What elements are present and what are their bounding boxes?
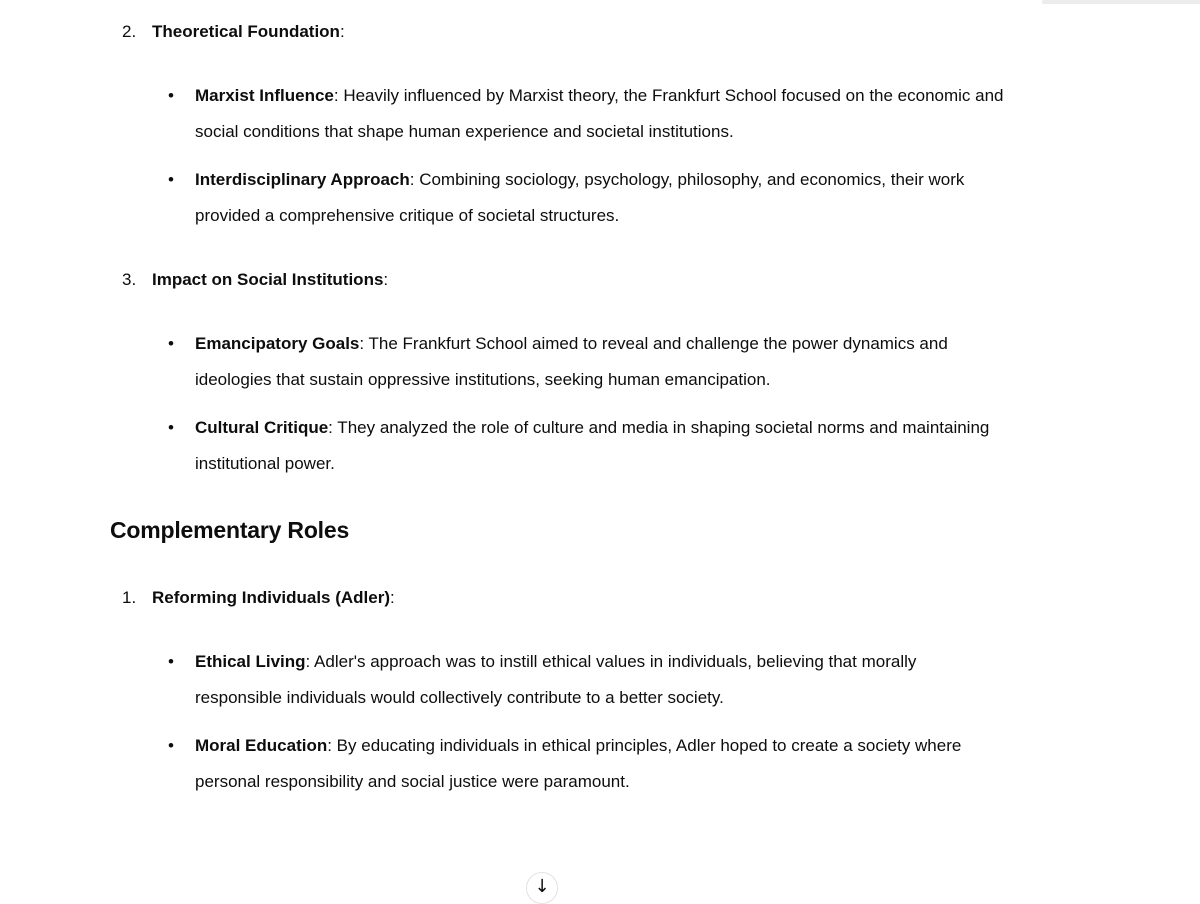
bullet-list bbox=[152, 644, 1045, 800]
list-item-body bbox=[152, 262, 1045, 510]
list-item-title-suffix: : bbox=[390, 588, 395, 607]
bullet-list bbox=[152, 78, 1045, 234]
bullet-text: : They analyzed the role of culture and media in shaping societal norms and maintaining institutional power. bbox=[195, 418, 990, 473]
bullet-term: Cultural Critique bbox=[195, 418, 329, 437]
bullet-text: : Combining sociology, psychology, philosophy, and economics, their work provided a comprehensive critique of societal structures. bbox=[195, 170, 965, 225]
bullet-text: : By educating individuals in ethical principles, Adler hoped to create a society where personal responsibility and social justice were paramount. bbox=[195, 736, 962, 791]
bullet-item bbox=[195, 162, 1005, 234]
bullet-item bbox=[195, 410, 1005, 482]
scroll-to-bottom-button[interactable] bbox=[526, 872, 558, 904]
list-item-title bbox=[152, 14, 1045, 50]
list-number: 2. bbox=[122, 22, 137, 41]
list-item-body bbox=[152, 14, 1045, 262]
bullet-item bbox=[195, 644, 1005, 716]
list-item-title bbox=[152, 262, 1045, 298]
list-item-title-text: Impact on Social Institutions bbox=[152, 270, 384, 289]
list-item-title-suffix: : bbox=[339, 22, 345, 41]
bullet-text: : Heavily influenced by Marxist theory, the Frankfurt School focused on the economic and social conditions that shape human experience and societal institutions. bbox=[195, 86, 1004, 141]
numbered-item-reforming-individuals-adler bbox=[110, 580, 1045, 828]
list-number: 1. bbox=[122, 588, 137, 607]
bullet-term: Marxist Influence bbox=[195, 86, 334, 105]
numbered-item-impact-on-social-institutions bbox=[110, 262, 1045, 510]
bullet-text: : The Frankfurt School aimed to reveal and challenge the power dynamics and ideologies that sustain oppressive institutions, seeking human emancipation. bbox=[195, 334, 948, 389]
bullet-item bbox=[195, 326, 1005, 398]
bullet-list bbox=[152, 326, 1045, 482]
top-right-panel-edge bbox=[1042, 0, 1200, 4]
bullet-term: Ethical Living bbox=[195, 652, 306, 671]
list-item-title-text: Theoretical Foundation bbox=[152, 22, 340, 41]
list-item-title bbox=[152, 580, 1045, 616]
scroll-down-icon: ↓ bbox=[534, 876, 550, 897]
bullet-item bbox=[195, 78, 1005, 150]
list-number: 3. bbox=[122, 270, 137, 289]
chat-message-content bbox=[110, 14, 1045, 828]
bullet-term: Emancipatory Goals bbox=[195, 334, 360, 353]
bullet-item bbox=[195, 728, 1005, 800]
bullet-term: Moral Education bbox=[195, 736, 328, 755]
bullet-term: Interdisciplinary Approach bbox=[195, 170, 410, 189]
bullet-text: : Adler's approach was to instill ethical values in individuals, believing that morally responsible individuals would collectively contribute to a better society. bbox=[195, 652, 917, 707]
section-heading-complementary-roles: Complementary Roles bbox=[110, 517, 350, 543]
list-item-title-text: Reforming Individuals (Adler) bbox=[152, 588, 391, 607]
list-item-body bbox=[152, 580, 1045, 828]
list-item-title-suffix: : bbox=[383, 270, 389, 289]
numbered-item-theoretical-foundation bbox=[110, 14, 1045, 262]
